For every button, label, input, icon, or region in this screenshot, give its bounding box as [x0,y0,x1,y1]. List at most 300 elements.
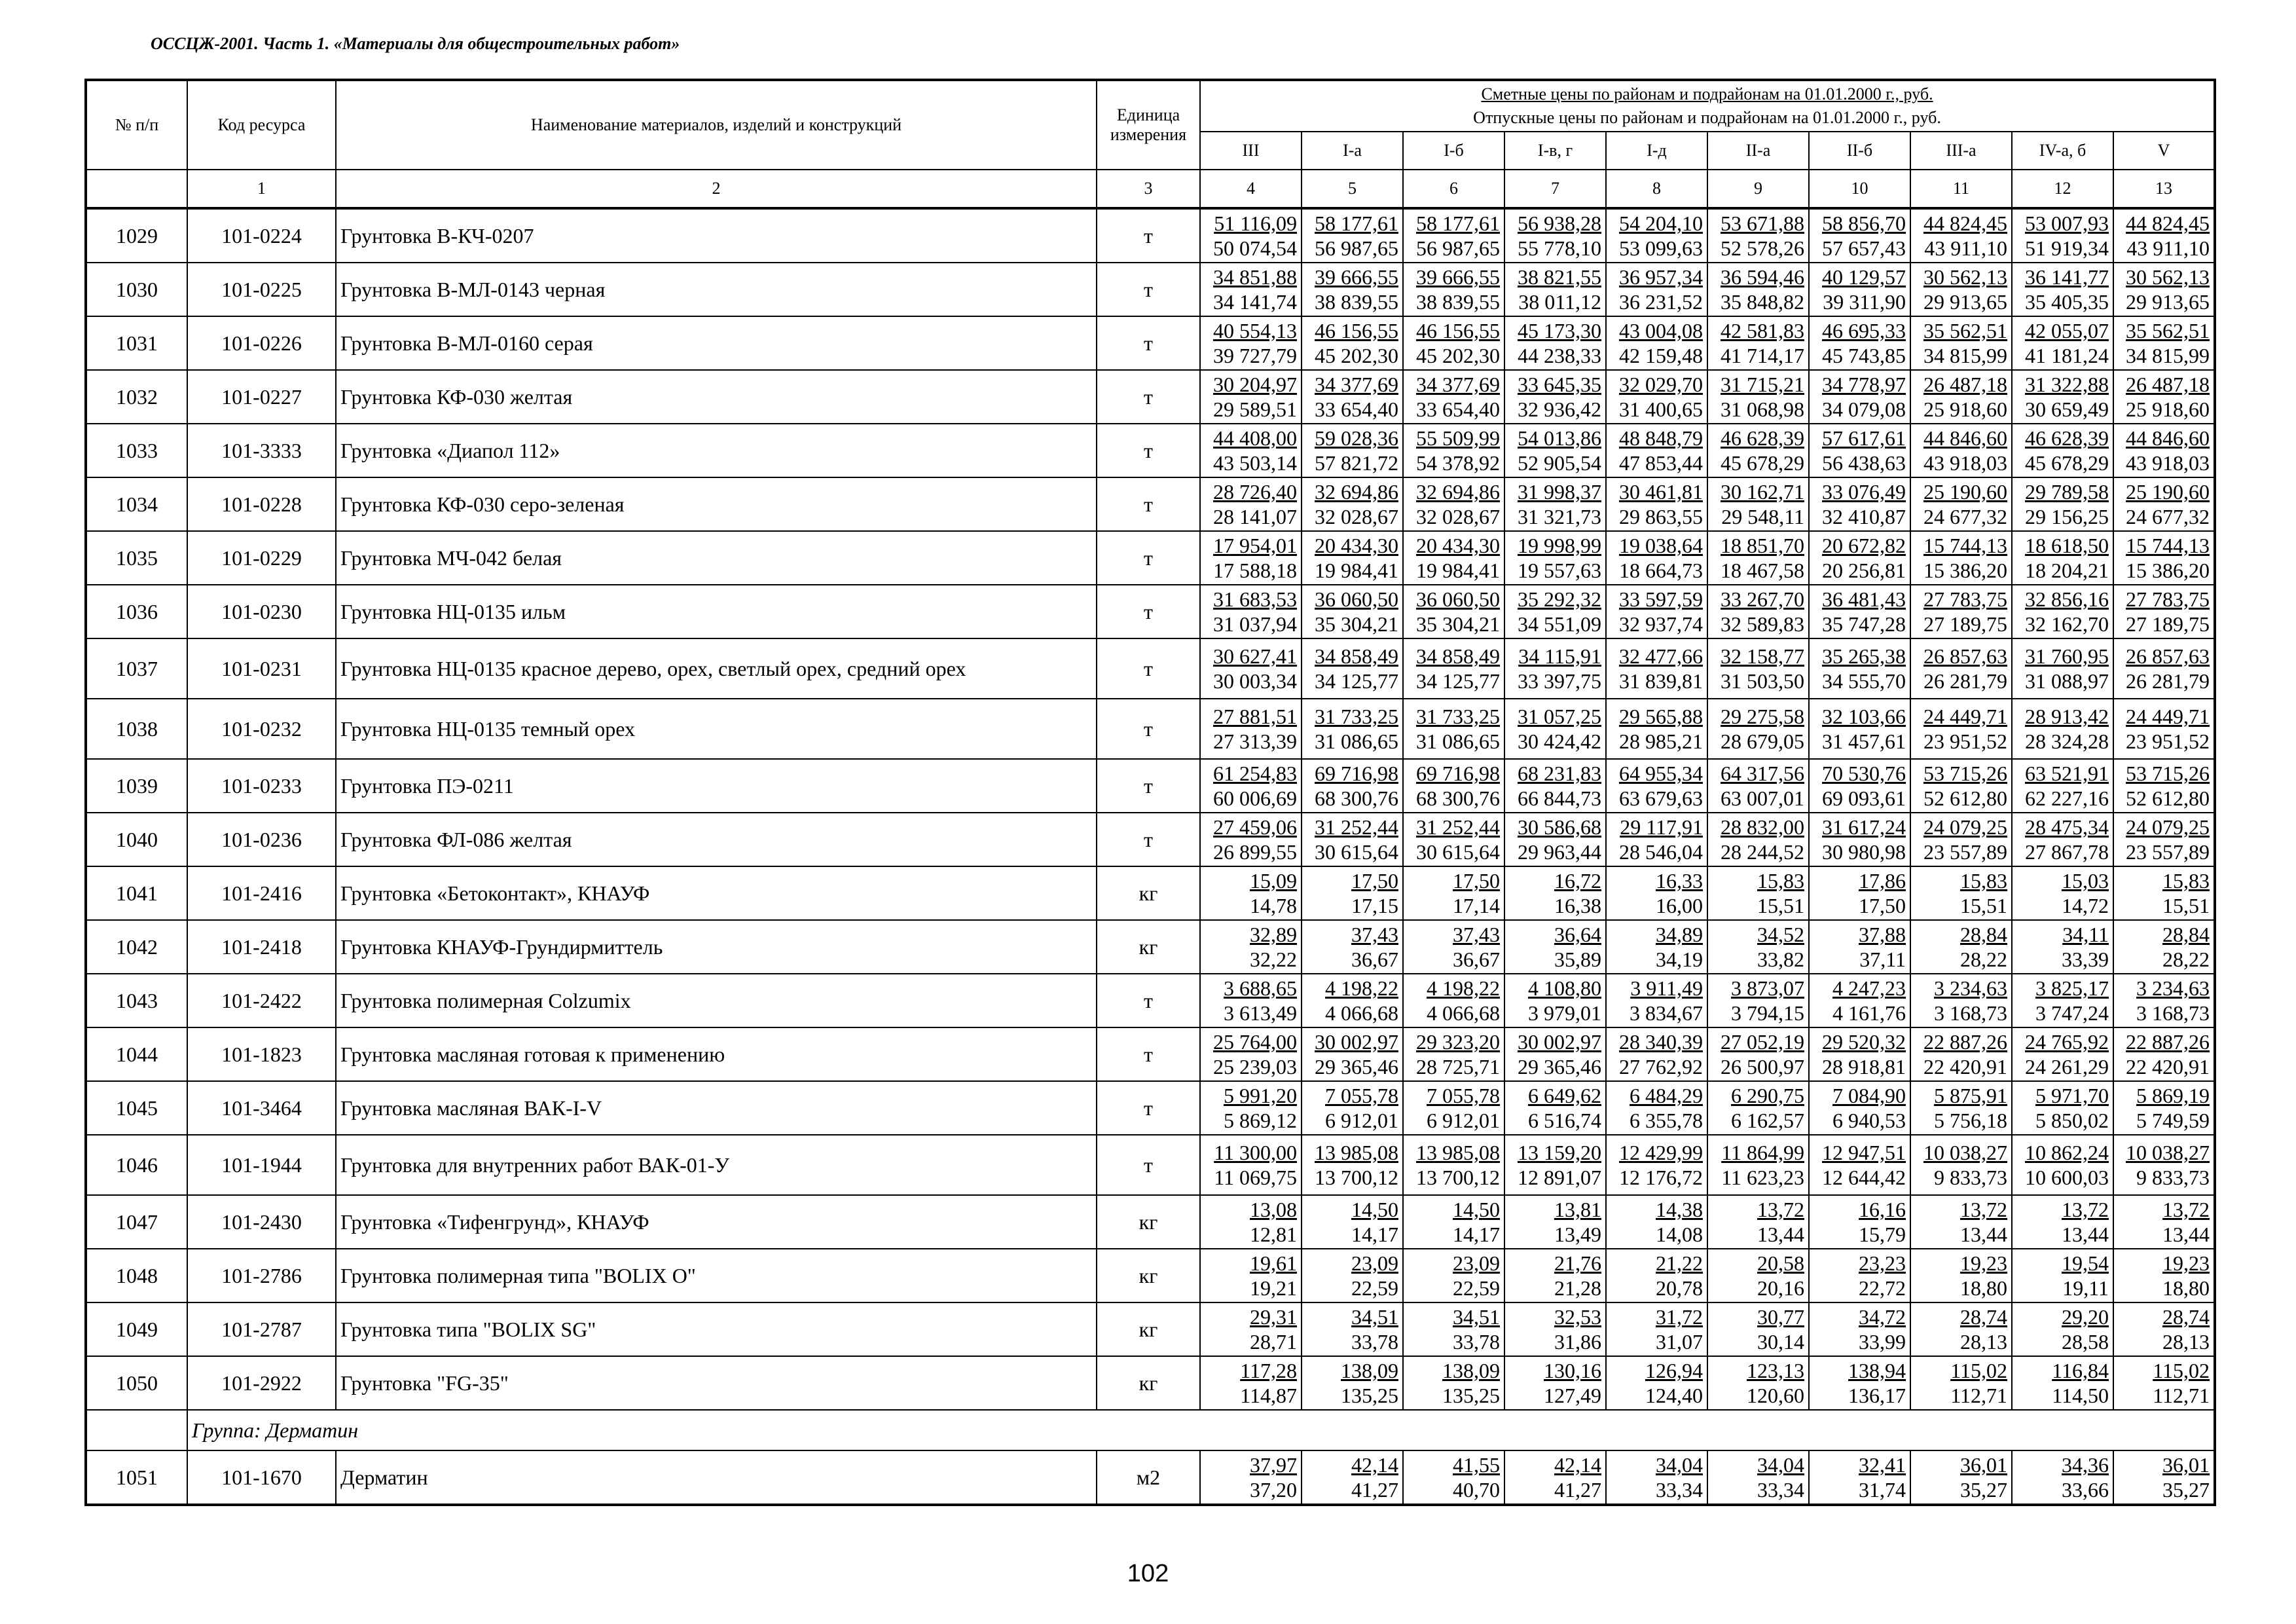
release-price: 37,20 [1250,1478,1297,1502]
price-cell [1403,920,1504,974]
row-number: 1039 [86,759,187,813]
unit-of-measure: кг [1097,920,1200,974]
estimate-price: 44 846,60 [1923,426,2007,450]
release-price: 120,60 [1747,1384,1804,1407]
release-price: 41 714,17 [1721,344,1804,367]
price-cell [1403,699,1504,759]
release-price: 27 189,75 [1923,612,2007,636]
col-header-name: Наименование материалов, изделий и конструкций [336,80,1097,170]
release-price: 34 079,08 [1822,397,1906,421]
release-price: 66 844,73 [1518,786,1601,810]
estimate-price: 53 671,88 [1721,212,1804,235]
estimate-price: 15 744,13 [2126,534,2210,557]
price-cell [1606,208,1707,263]
release-price: 30 003,34 [1213,669,1297,693]
release-price: 34 141,74 [1213,290,1297,314]
estimate-price: 40 129,57 [1822,265,1906,289]
unit-of-measure: кг [1097,1249,1200,1302]
estimate-price: 28,74 [1960,1305,2007,1329]
estimate-price: 11 300,00 [1214,1141,1297,1164]
estimate-price: 138,09 [1442,1359,1500,1382]
row-number: 1029 [86,208,187,263]
release-price: 68 300,76 [1315,786,1398,810]
release-price: 43 918,03 [1923,451,2007,475]
resource-code: 101-0227 [187,370,336,424]
release-price: 53 099,63 [1619,236,1703,260]
row-number: 1030 [86,263,187,316]
estimate-price: 31 733,25 [1416,705,1500,728]
estimate-price: 123,13 [1747,1359,1804,1382]
price-cell [1200,759,1302,813]
release-price: 19 984,41 [1416,559,1500,582]
col-header-no: № п/п [86,80,187,170]
release-price: 3 168,73 [1934,1001,2007,1025]
release-price: 3 794,15 [1731,1001,1804,1025]
price-cell [1504,1302,1606,1356]
price-cell [1606,316,1707,370]
column-number: 6 [1403,170,1504,208]
release-price: 52 612,80 [2126,786,2210,810]
release-price: 15 386,20 [2126,559,2210,582]
material-name: Грунтовка НЦ-0135 красное дерево, орех, светлый орех, средний орех [336,638,1097,699]
release-price: 41 181,24 [2025,344,2109,367]
estimate-price: 32,41 [1859,1453,1906,1477]
price-cell [1504,699,1606,759]
estimate-price: 138,94 [1848,1359,1906,1382]
release-price: 19 557,63 [1518,559,1601,582]
estimate-price: 70 530,76 [1822,762,1906,785]
release-price: 39 727,79 [1213,344,1297,367]
estimate-price: 51 116,09 [1214,212,1297,235]
price-cell [1707,477,1809,531]
release-price: 34 125,77 [1315,669,1398,693]
release-price: 22,59 [1351,1276,1398,1300]
price-cell [1910,866,2012,920]
estimate-price: 54 013,86 [1518,426,1601,450]
row-number: 1045 [86,1081,187,1135]
release-price: 30 615,64 [1315,840,1398,864]
release-price: 22 420,91 [1923,1055,2007,1079]
table-row [86,1027,2215,1081]
price-cell [1809,1027,1910,1081]
material-name: Грунтовка «Диапол 112» [336,424,1097,477]
release-price: 27 867,78 [2025,840,2109,864]
price-cell [1707,1356,1809,1410]
price-cell [1707,699,1809,759]
price-cell [1302,1135,1403,1195]
unit-of-measure: т [1097,699,1200,759]
release-price: 28,13 [1960,1330,2007,1354]
estimate-price: 22 887,26 [2126,1030,2210,1054]
material-name: Грунтовка «Бетоконтакт», КНАУФ [336,866,1097,920]
release-price: 20,16 [1757,1276,1804,1300]
resource-code: 101-0236 [187,813,336,866]
price-cell [1910,1027,2012,1081]
release-price: 33,78 [1453,1330,1500,1354]
estimate-price: 33 597,59 [1619,587,1703,611]
release-price: 4 066,68 [1325,1001,1398,1025]
estimate-price: 44 824,45 [2126,212,2210,235]
estimate-price: 12 429,99 [1619,1141,1703,1164]
estimate-price: 44 408,00 [1213,426,1297,450]
price-cell [1302,208,1403,263]
estimate-price: 17 954,01 [1213,534,1297,557]
price-cell [1910,1081,2012,1135]
estimate-price: 46 628,39 [1721,426,1804,450]
price-cell [1910,316,2012,370]
estimate-price: 138,09 [1341,1359,1398,1382]
release-price: 32 410,87 [1822,505,1906,528]
release-price: 4 066,68 [1427,1001,1500,1025]
price-cell [1403,813,1504,866]
estimate-price: 4 247,23 [1832,976,1906,1000]
price-cell [1606,974,1707,1027]
row-number: 1046 [86,1135,187,1195]
estimate-price: 6 649,62 [1528,1084,1601,1107]
price-cell [1504,370,1606,424]
release-price: 30,14 [1757,1330,1804,1354]
price-cell [1606,759,1707,813]
release-price: 29 863,55 [1619,505,1703,528]
release-price: 35 304,21 [1416,612,1500,636]
price-cell [2113,699,2215,759]
estimate-price: 10 038,27 [2126,1141,2210,1164]
row-number: 1050 [86,1356,187,1410]
estimate-price: 59 028,36 [1315,426,1398,450]
unit-of-measure: т [1097,424,1200,477]
release-price: 62 227,16 [2025,786,2109,810]
unit-of-measure: т [1097,316,1200,370]
estimate-price: 39 666,55 [1416,265,1500,289]
release-price: 20,78 [1656,1276,1703,1300]
estimate-price: 14,50 [1351,1198,1398,1221]
price-cell [2113,974,2215,1027]
release-price: 30 980,98 [1822,840,1906,864]
price-cell [1302,1081,1403,1135]
row-number: 1035 [86,531,187,585]
price-cell [1606,920,1707,974]
release-price: 56 987,65 [1315,236,1398,260]
row-number: 1034 [86,477,187,531]
release-price: 38 011,12 [1518,290,1601,314]
estimate-price: 29 565,88 [1619,705,1703,728]
price-cell [1504,1027,1606,1081]
estimate-price: 5 869,19 [2136,1084,2210,1107]
release-price: 10 600,03 [2025,1166,2109,1189]
estimate-price: 34,36 [2062,1453,2109,1477]
estimate-price: 22 887,26 [1923,1030,2007,1054]
price-cell [1504,866,1606,920]
estimate-price: 25 190,60 [2126,480,2210,504]
price-cell [1302,1356,1403,1410]
estimate-price: 29,31 [1250,1305,1297,1329]
release-price: 3 168,73 [2136,1001,2210,1025]
price-cell [1403,370,1504,424]
price-cell [2012,424,2113,477]
estimate-price: 35 562,51 [2126,319,2210,342]
estimate-price: 53 715,26 [1923,762,2007,785]
estimate-price: 35 562,51 [1923,319,2007,342]
price-cell [1606,1302,1707,1356]
price-cell [1403,1135,1504,1195]
table-row [86,477,2215,531]
release-price: 32 162,70 [2025,612,2109,636]
price-cell [1809,1249,1910,1302]
release-price: 33,39 [2062,948,2109,971]
estimate-price: 21,22 [1656,1251,1703,1275]
release-price: 26 281,79 [1923,669,2007,693]
release-price: 44 238,33 [1518,344,1601,367]
column-number: 1 [187,170,336,208]
release-price: 37,11 [1859,948,1906,971]
price-cell [1200,1356,1302,1410]
release-price: 13,44 [1960,1223,2007,1246]
price-cell [2113,1249,2215,1302]
estimate-price: 69 716,98 [1416,762,1500,785]
estimate-price: 116,84 [2052,1359,2109,1382]
release-price: 28 725,71 [1416,1055,1500,1079]
release-price: 52 905,54 [1518,451,1601,475]
release-price: 26 281,79 [2126,669,2210,693]
release-price: 114,50 [2052,1384,2109,1407]
price-cell [1910,1356,2012,1410]
price-cell [1403,974,1504,1027]
estimate-price: 31 683,53 [1213,587,1297,611]
table-row [86,208,2215,263]
release-price: 3 613,49 [1224,1001,1297,1025]
material-name: Грунтовка КФ-030 желтая [336,370,1097,424]
release-price: 16,38 [1554,894,1601,917]
price-cell [1302,1450,1403,1505]
estimate-price: 53 715,26 [2126,762,2210,785]
price-cell [1504,1249,1606,1302]
estimate-price: 27 783,75 [1923,587,2007,611]
price-cell [2113,1135,2215,1195]
row-number: 1041 [86,866,187,920]
material-name: Грунтовка типа "BOLIX SG" [336,1302,1097,1356]
unit-of-measure: т [1097,1027,1200,1081]
price-cell [1910,263,2012,316]
price-cell [1809,316,1910,370]
estimate-price: 30 562,13 [2126,265,2210,289]
estimate-price: 36 481,43 [1822,587,1906,611]
estimate-price: 18 851,70 [1721,534,1804,557]
price-cell [1809,920,1910,974]
release-price: 45 743,85 [1822,344,1906,367]
price-cell [1302,424,1403,477]
estimate-price: 27 783,75 [2126,587,2210,611]
estimate-price: 34 851,88 [1213,265,1297,289]
release-price: 32 028,67 [1416,505,1500,528]
price-cell [1809,1195,1910,1249]
release-price: 32 589,83 [1721,612,1804,636]
column-number: 4 [1200,170,1302,208]
price-cell [1403,424,1504,477]
table-row [86,813,2215,866]
release-price: 63 679,63 [1619,786,1703,810]
estimate-price: 34,04 [1757,1453,1804,1477]
release-price: 28,58 [2062,1330,2109,1354]
release-price: 26 500,97 [1721,1055,1804,1079]
price-cell [1707,208,1809,263]
release-price: 15,79 [1859,1223,1906,1246]
price-cell [2012,477,2113,531]
col-header-unit: Единица измерения [1097,80,1200,170]
release-price: 25 239,03 [1213,1055,1297,1079]
estimate-price: 34,11 [2062,923,2109,946]
estimate-price: 24 079,25 [2126,815,2210,839]
column-number: 10 [1809,170,1910,208]
estimate-price: 18 618,50 [2025,534,2109,557]
release-price: 9 833,73 [1934,1166,2007,1189]
release-price: 15,51 [2162,894,2210,917]
estimate-price: 34 858,49 [1416,644,1500,668]
price-cell [1910,585,2012,638]
estimate-price: 15,03 [2062,869,2109,893]
release-price: 28,71 [1250,1330,1297,1354]
release-price: 28,22 [1960,948,2007,971]
release-price: 19,11 [2062,1276,2109,1300]
release-price: 42 159,48 [1619,344,1703,367]
release-price: 43 918,03 [2126,451,2210,475]
release-price: 14,78 [1250,894,1297,917]
price-cell [1910,208,2012,263]
price-cell [2012,531,2113,585]
estimate-price: 3 234,63 [1934,976,2007,1000]
estimate-price: 46 156,55 [1416,319,1500,342]
release-price: 36,67 [1351,948,1398,971]
release-price: 36,67 [1453,948,1500,971]
price-cell [1200,1302,1302,1356]
estimate-price: 5 971,70 [2035,1084,2109,1107]
price-cell [2012,1081,2113,1135]
release-price: 35,27 [2162,1478,2210,1502]
estimate-price: 42 055,07 [2025,319,2109,342]
resource-code: 101-1944 [187,1135,336,1195]
price-cell [1809,759,1910,813]
group-spacer [86,1410,187,1450]
estimate-price: 117,28 [1240,1359,1297,1382]
estimate-price: 36 141,77 [2025,265,2109,289]
estimate-price: 28 832,00 [1721,815,1804,839]
release-price: 15,51 [1960,894,2007,917]
price-cell [2113,813,2215,866]
unit-of-measure: т [1097,531,1200,585]
price-cell [1707,813,1809,866]
price-cell [1403,1249,1504,1302]
price-cell [1403,1081,1504,1135]
material-name: Грунтовка полимерная Colzumix [336,974,1097,1027]
release-price: 22 420,91 [2126,1055,2210,1079]
estimate-price: 42 581,83 [1721,319,1804,342]
estimate-price: 34 778,97 [1822,373,1906,396]
resource-code: 101-2418 [187,920,336,974]
release-price: 3 979,01 [1528,1001,1601,1025]
estimate-price: 7 055,78 [1325,1084,1398,1107]
price-cell [1200,477,1302,531]
price-cell [1606,1027,1707,1081]
price-cell [1707,263,1809,316]
estimate-price: 32 158,77 [1721,644,1804,668]
release-price: 5 756,18 [1934,1109,2007,1132]
price-cell [1504,974,1606,1027]
estimate-price: 33 267,70 [1721,587,1804,611]
column-number: 3 [1097,170,1200,208]
release-price: 33 397,75 [1518,669,1601,693]
release-price: 12 644,42 [1822,1166,1906,1189]
price-cell [1707,316,1809,370]
group-row [86,1410,2215,1450]
release-price: 28 985,21 [1619,729,1703,753]
release-price: 43 503,14 [1213,451,1297,475]
price-cell [1200,866,1302,920]
price-cell [1910,638,2012,699]
region-header: II-а [1707,132,1809,170]
release-price: 55 778,10 [1518,236,1601,260]
release-price: 15 386,20 [1923,559,2007,582]
release-price: 31 839,81 [1619,669,1703,693]
release-price: 31 321,73 [1518,505,1601,528]
release-price: 6 355,78 [1630,1109,1703,1132]
estimate-price: 19 038,64 [1619,534,1703,557]
estimate-price: 55 509,99 [1416,426,1500,450]
price-cell [1606,1135,1707,1195]
material-name: Грунтовка В-МЛ-0160 серая [336,316,1097,370]
price-cell [1200,974,1302,1027]
price-cell [1606,1195,1707,1249]
price-cell [1910,1302,2012,1356]
price-cell [2012,370,2113,424]
release-price: 11 623,23 [1721,1166,1804,1189]
price-cell [1707,1195,1809,1249]
estimate-price: 30 002,97 [1315,1030,1398,1054]
release-price: 31 503,50 [1721,669,1804,693]
material-name: Грунтовка НЦ-0135 темный орех [336,699,1097,759]
estimate-price: 34 377,69 [1315,373,1398,396]
price-cell [1302,316,1403,370]
material-name: Грунтовка КНАУФ-Грундирмиттель [336,920,1097,974]
group-title: Группа: Дерматин [187,1410,2215,1450]
price-cell [2113,1356,2215,1410]
estimate-price: 17,50 [1453,869,1500,893]
estimate-price: 21,76 [1554,1251,1601,1275]
release-price: 13,44 [2162,1223,2210,1246]
release-price: 35 304,21 [1315,612,1398,636]
release-price: 33 654,40 [1315,397,1398,421]
estimate-price: 58 177,61 [1315,212,1398,235]
price-cell [2113,638,2215,699]
price-cell [1504,424,1606,477]
release-price: 68 300,76 [1416,786,1500,810]
release-price: 33,66 [2062,1478,2109,1502]
price-cell [1809,1302,1910,1356]
release-price: 29 589,51 [1213,397,1297,421]
material-name: Грунтовка КФ-030 серо-зеленая [336,477,1097,531]
price-cell [1403,638,1504,699]
release-price: 20 256,81 [1822,559,1906,582]
resource-code: 101-2430 [187,1195,336,1249]
estimate-price: 20 434,30 [1416,534,1500,557]
price-cell [1504,1356,1606,1410]
unit-of-measure: кг [1097,1302,1200,1356]
resource-code: 101-0230 [187,585,336,638]
release-price: 35 747,28 [1822,612,1906,636]
estimate-price: 13,72 [2162,1198,2210,1221]
estimate-price: 20,58 [1757,1251,1804,1275]
release-price: 35,89 [1554,948,1601,971]
unit-of-measure: кг [1097,1195,1200,1249]
prices-title-release: Отпускные цены по районам и подрайонам на 01.01.2000 г., руб. [1473,108,1941,127]
